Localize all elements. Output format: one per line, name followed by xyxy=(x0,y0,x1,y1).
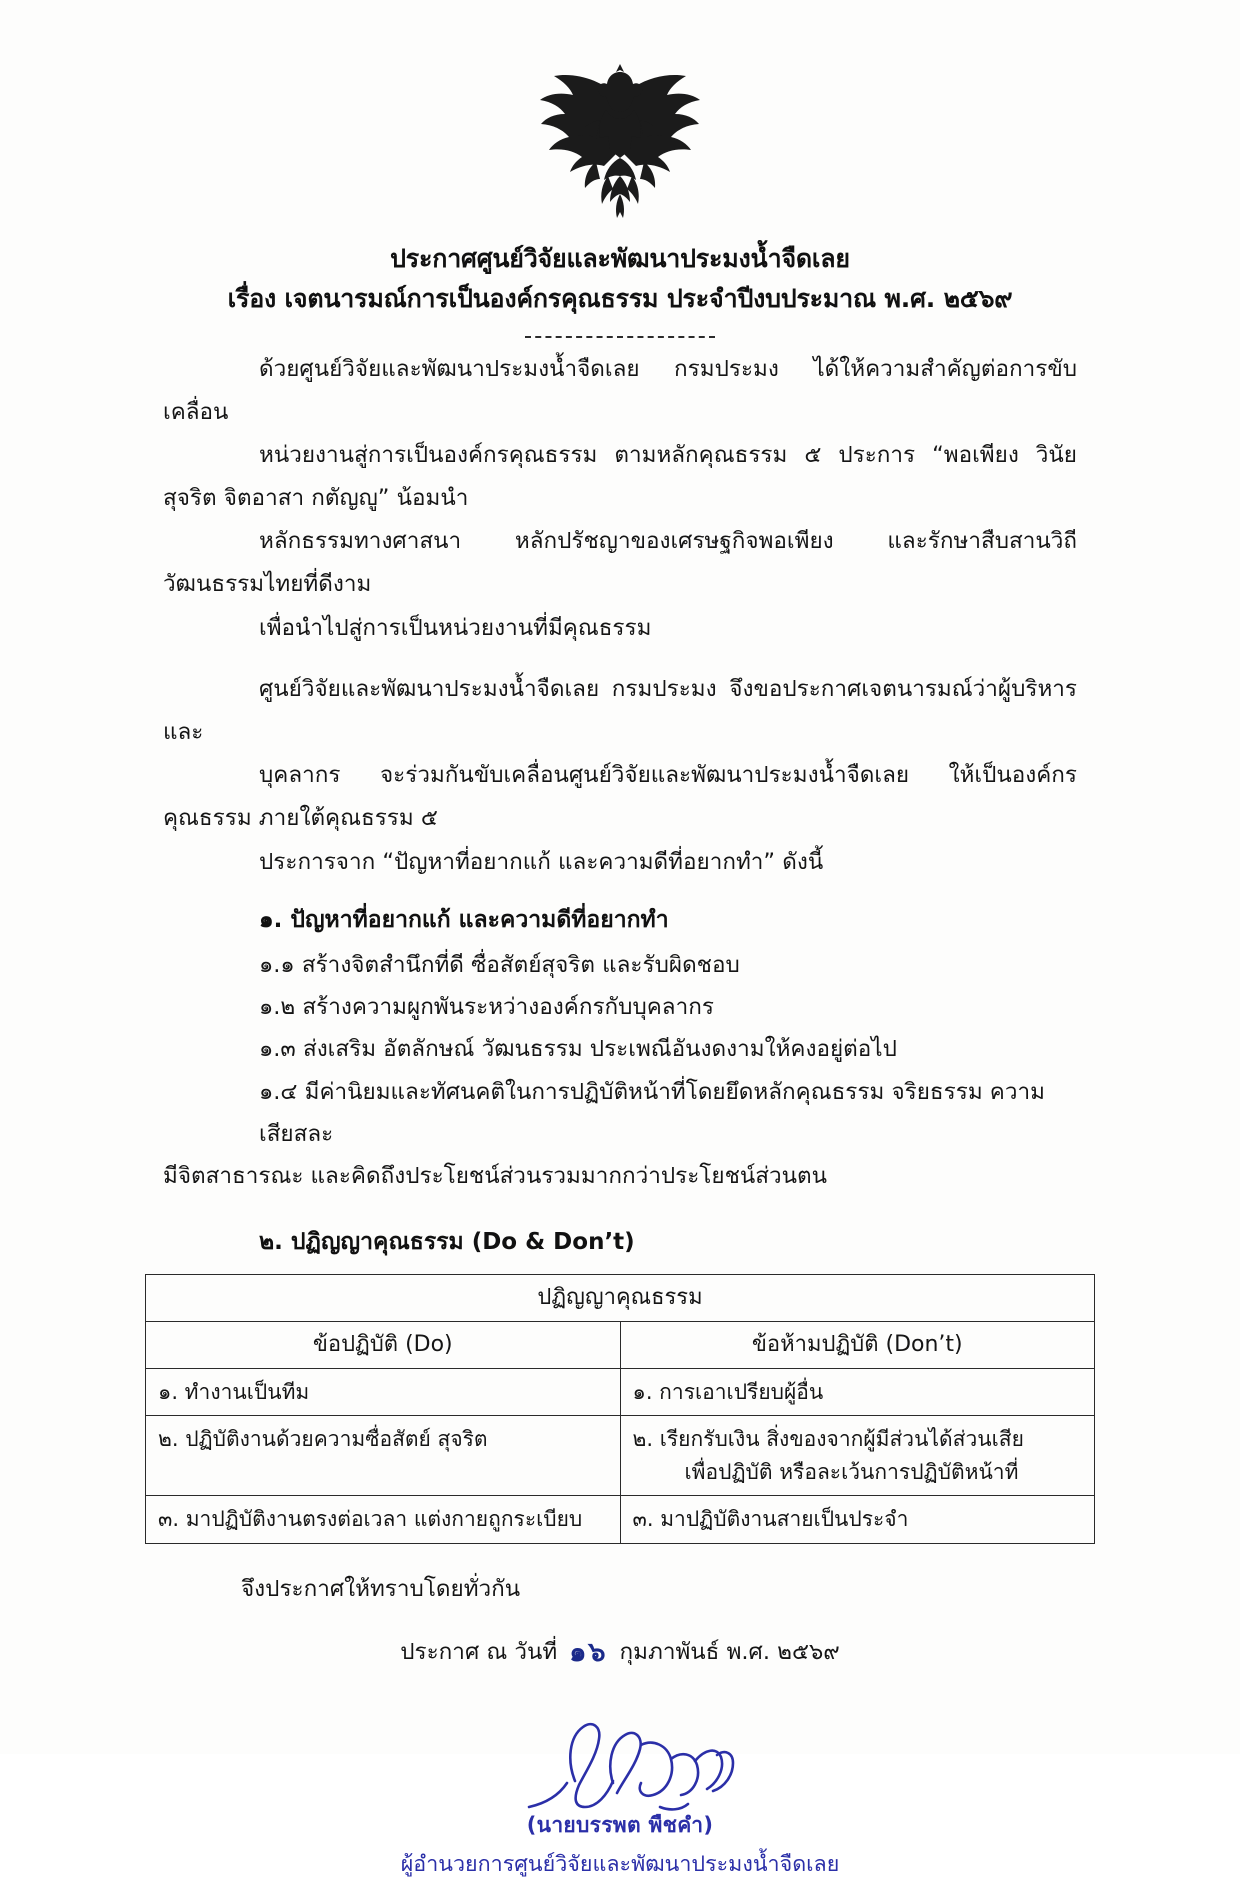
section-1-item-1: ๑.๑ สร้างจิตสำนึกที่ดี ซื่อสัตย์สุจริต และรับผิดชอบ xyxy=(259,951,740,978)
section-1-heading: ๑. ปัญหาที่อยากแก้ และความดีที่อยากทำ xyxy=(259,906,669,933)
paragraph-1 xyxy=(163,348,1077,650)
date-day-handwritten: ๑๖ xyxy=(569,1636,608,1668)
table-body xyxy=(146,1368,1095,1543)
garuda-emblem xyxy=(530,58,710,223)
pledge-table xyxy=(145,1274,1095,1544)
announcement-date-line xyxy=(145,1628,1095,1671)
table-cell-dont-1: ๑. การเอาเปรียบผู้อื่น xyxy=(620,1368,1095,1416)
paragraph-2-line-1: ศูนย์วิจัยและพัฒนาประมงน้ำจืดเลย กรมประมง จึงขอประกาศเจตนารมณ์ว่าผู้บริหารและ xyxy=(163,675,1077,745)
table-row xyxy=(146,1368,1095,1416)
signatory-position: ผู้อำนวยการศูนย์วิจัยและพัฒนาประมงน้ำจืดเลย xyxy=(400,1851,840,1877)
table-title: ปฏิญญาคุณธรรม xyxy=(146,1274,1095,1321)
paragraph-1-line-2: หน่วยงานสู่การเป็นองค์กรคุณธรรม ตามหลักคุณธรรม ๕ ประการ “พอเพียง วินัย สุจริต จิตอาสา กตัญญู” น้อมนำ xyxy=(163,441,1077,512)
section-1-item-3: ๑.๓ ส่งเสริม อัตลักษณ์ วัฒนธรรม ประเพณีอันงดงามให้คงอยู่ต่อไป xyxy=(259,1036,897,1063)
table-cell-do-3: ๓. มาปฏิบัติงานตรงต่อเวลา แต่งกายถูกระเบียบ xyxy=(146,1496,621,1544)
table-cell-do-2: ๒. ปฏิบัติงานด้วยความซื่อสัตย์ สุจริต xyxy=(146,1416,621,1496)
table-column-do: ข้อปฏิบัติ (Do) xyxy=(146,1321,621,1368)
page-title: ประกาศศูนย์วิจัยและพัฒนาประมงน้ำจืดเลย xyxy=(390,244,850,273)
page-subtitle: เรื่อง เจตนารมณ์การเป็นองค์กรคุณธรรม ประจำปีงบประมาณ พ.ศ. ๒๕๖๙ xyxy=(227,284,1013,314)
table-cell-dont-2-line-2: เพื่อปฏิบัติ หรือละเว้นการปฏิบัติหน้าที่ xyxy=(684,1459,1019,1484)
signatory-name: (นายบรรพต พืชคำ) xyxy=(526,1812,714,1837)
emblem-container xyxy=(0,0,1240,223)
signature-block xyxy=(0,1711,1240,1901)
document-body xyxy=(145,348,1095,1260)
closing-notice: จึงประกาศให้ทราบโดยทั่วกัน xyxy=(241,1575,521,1602)
section-2-heading: ๒. ปฏิญญาคุณธรรม (Do & Don’t) xyxy=(259,1228,635,1255)
table-cell-dont-2-line-1: ๒. เรียกรับเงิน สิ่งของจากผู้มีส่วนได้ส่วนเสีย xyxy=(632,1427,1024,1452)
table-row xyxy=(146,1496,1095,1544)
section-1-item-4-continuation: มีจิตสาธารณะ และคิดถึงประโยชน์ส่วนรวมมากกว่าประโยชน์ส่วนตน xyxy=(163,1163,827,1190)
section-1-item-2: ๑.๒ สร้างความผูกพันระหว่างองค์กรกับบุคลากร xyxy=(259,994,714,1021)
table-row xyxy=(146,1416,1095,1496)
table-column-dont: ข้อห้ามปฏิบัติ (Don’t) xyxy=(620,1321,1095,1368)
table-column-header-row xyxy=(146,1321,1095,1368)
paragraph-2 xyxy=(163,668,1077,884)
table-cell-dont-2 xyxy=(620,1416,1095,1496)
paragraph-1-line-4: เพื่อนำไปสู่การเป็นหน่วยงานที่มีคุณธรรม xyxy=(259,614,652,641)
paragraph-2-line-3: ประการจาก “ปัญหาที่อยากแก้ และความดีที่อยากทำ” ดังนี้ xyxy=(259,848,824,875)
section-1-item-4: ๑.๔ มีค่านิยมและทัศนคติในการปฏิบัติหน้าที่โดยยึดหลักคุณธรรม จริยธรรม ความเสียสละ xyxy=(259,1078,1045,1147)
table-head xyxy=(146,1274,1095,1368)
dashed-divider xyxy=(525,336,715,338)
paragraph-1-line-3: หลักธรรมทางศาสนา หลักปรัชญาของเศรษฐกิจพอเพียง และรักษาสืบสานวิถีวัฒนธรรมไทยที่ดีงาม xyxy=(163,528,1077,598)
divider-container xyxy=(0,336,1240,338)
paragraph-2-line-2: บุคลากร จะร่วมกันขับเคลื่อนศูนย์วิจัยและพัฒนาประมงน้ำจืดเลย ให้เป็นองค์กรคุณธรรม ภายใต้คุณธรรม ๕ xyxy=(163,762,1077,832)
closing-block xyxy=(145,1570,1095,1671)
date-prefix: ประกาศ ณ วันที่ xyxy=(400,1638,558,1665)
table-title-row xyxy=(146,1274,1095,1321)
table-cell-do-1: ๑. ทำงานเป็นทีม xyxy=(146,1368,621,1416)
paragraph-1-line-1: ด้วยศูนย์วิจัยและพัฒนาประมงน้ำจืดเลย กรมประมง ได้ให้ความสำคัญต่อการขับเคลื่อน xyxy=(163,355,1077,425)
date-suffix: กุมภาพันธ์ พ.ศ. ๒๕๖๙ xyxy=(619,1638,840,1665)
table-cell-dont-3: ๓. มาปฏิบัติงานสายเป็นประจำ xyxy=(620,1496,1095,1544)
